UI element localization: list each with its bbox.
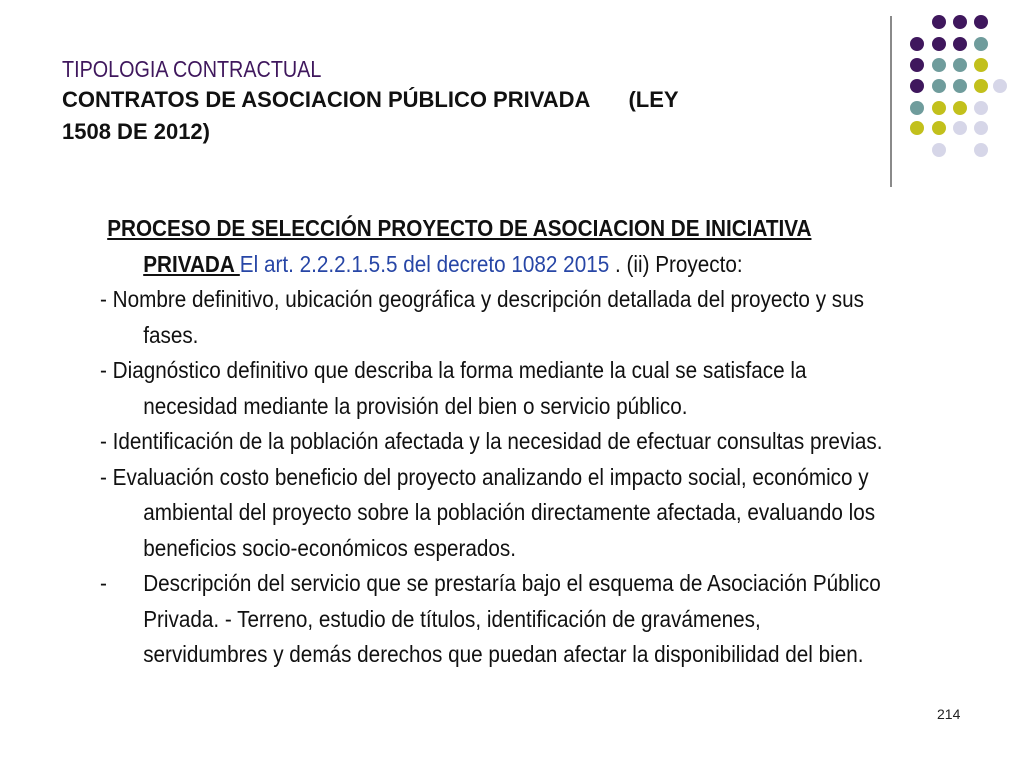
subtitle-line1-a: CONTRATOS DE ASOCIACION PÚBLICO PRIVADA: [62, 87, 591, 112]
decorative-dot: [993, 79, 1007, 93]
decorative-vertical-line: [890, 16, 892, 187]
decree-reference: El art. 2.2.2.1.5.5 del decreto 1082 2015: [239, 250, 610, 277]
decorative-dot: [953, 15, 967, 29]
decorative-dot: [932, 58, 946, 72]
slide-title: TIPOLOGIA CONTRACTUAL: [62, 56, 322, 82]
subtitle-line2: 1508 DE 2012): [62, 119, 210, 144]
heading-tail: . (ii) Proyecto:: [609, 250, 743, 277]
decorative-dot: [932, 15, 946, 29]
decorative-dot: [974, 79, 988, 93]
section-heading: [100, 211, 883, 282]
list-item: - Nombre definitivo, ubicación geográfica y descripción detallada del proyecto y sus fases.: [100, 286, 865, 348]
page-number: 214: [937, 706, 961, 722]
decorative-dot: [932, 143, 946, 157]
title-block: [62, 54, 862, 148]
decorative-dot: [932, 37, 946, 51]
list-item: - Diagnóstico definitivo que describa la forma mediante la cual se satisface la necesidad mediante la provisión del bien o servicio público.: [100, 357, 807, 419]
decorative-dot: [910, 101, 924, 115]
decorative-dot: [953, 121, 967, 135]
slide-subtitle: [62, 84, 862, 148]
decorative-dot: [974, 121, 988, 135]
subtitle-line1-b: (LEY: [628, 87, 679, 112]
decorative-dot: [953, 37, 967, 51]
list-item-text: Descripción del servicio que se prestaría bajo el esquema de Asociación Público Privada. - Terreno, estudio de títulos, identificación de gravámenes, servidumbres y demás derechos que puedan afectar la disponibilidad del bien.: [143, 570, 881, 667]
decorative-dot: [974, 15, 988, 29]
decorative-dot: [932, 121, 946, 135]
decorative-dot: [932, 79, 946, 93]
decorative-dot: [974, 37, 988, 51]
decorative-dot: [953, 58, 967, 72]
decorative-dot: [910, 79, 924, 93]
list-dash: -: [100, 570, 107, 596]
decorative-dot: [953, 79, 967, 93]
decorative-dot: [974, 58, 988, 72]
decorative-dot: [974, 143, 988, 157]
list-item: - Evaluación costo beneficio del proyecto analizando el impacto social, económico y ambiental del proyecto sobre la población directamente afectada, evaluando los beneficios socio-económicos esperados.: [100, 463, 876, 561]
decorative-dot: [910, 58, 924, 72]
list-item: - Identificación de la población afectada y la necesidad de efectuar consultas previas.: [100, 428, 883, 454]
list-item-last: [100, 566, 883, 673]
decorative-dot: [953, 101, 967, 115]
decorative-dot: [910, 121, 924, 135]
decorative-dot: [932, 101, 946, 115]
heading-text: PROCESO DE SELECCIÓN PROYECTO DE ASOCIACION DE INICIATIVA PRIVADA: [107, 215, 812, 277]
decorative-dot: [910, 37, 924, 51]
content-body: [100, 211, 883, 673]
decorative-dot: [974, 101, 988, 115]
